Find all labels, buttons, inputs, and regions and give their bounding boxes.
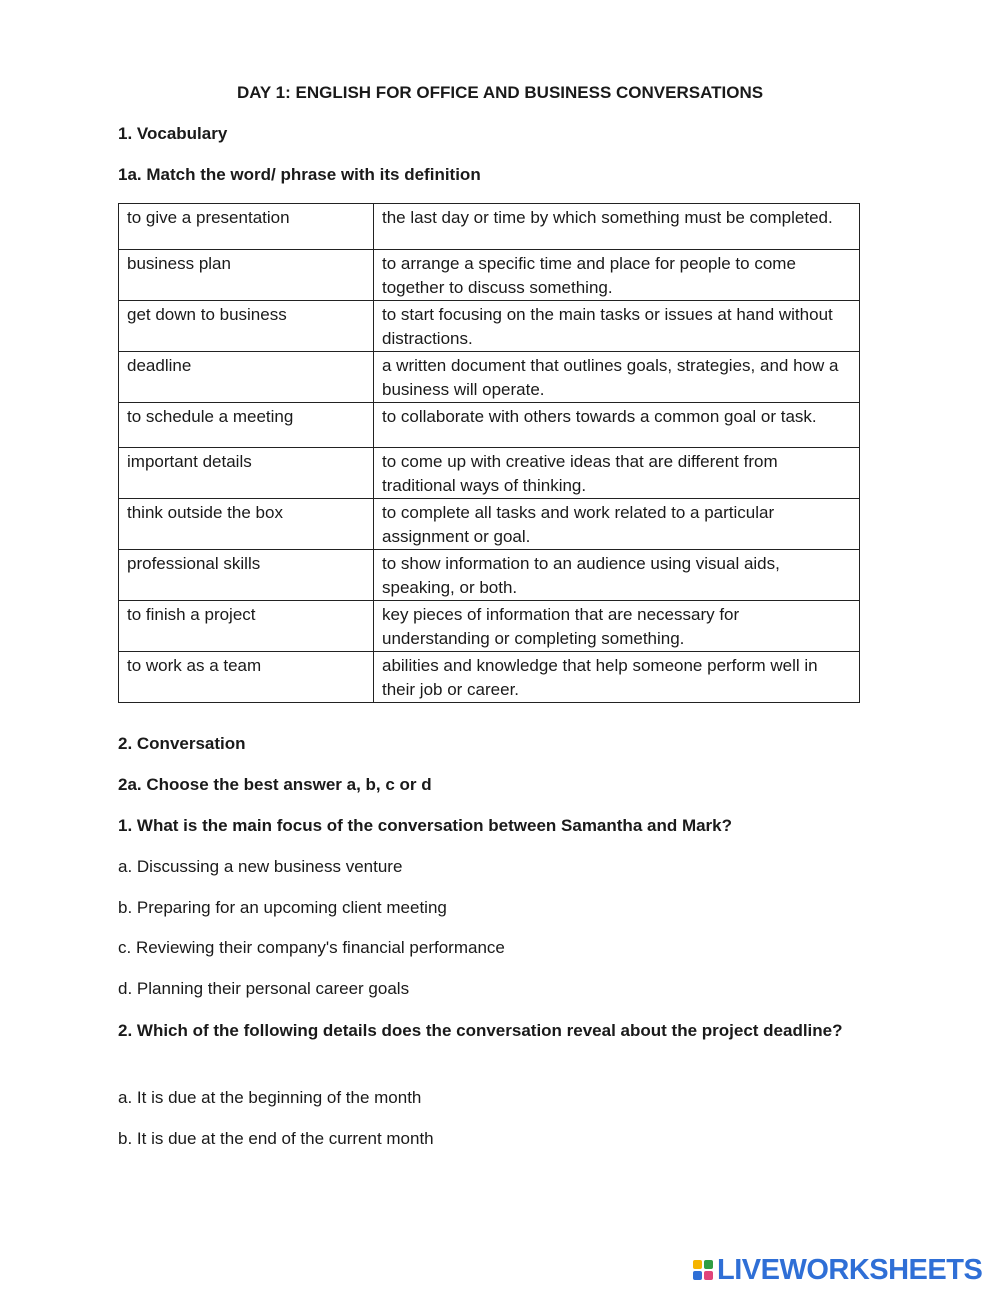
table-row — [119, 351, 860, 402]
q1-option-a[interactable]: a. Discussing a new business venture — [118, 857, 403, 876]
vocab-word[interactable]: to finish a project — [119, 601, 374, 652]
vocab-definition[interactable]: to come up with creative ideas that are different from traditional ways of thinking. — [374, 448, 860, 499]
vocabulary-table — [118, 203, 860, 703]
table-row — [119, 249, 860, 300]
vocab-definition[interactable]: the last day or time by which something must be completed. — [374, 204, 860, 250]
vocab-definition[interactable]: abilities and knowledge that help someone perform well in their job or career. — [374, 652, 860, 703]
vocab-definition[interactable]: a written document that outlines goals, strategies, and how a business will operate. — [374, 351, 860, 402]
question-1: 1. What is the main focus of the conversation between Samantha and Mark? — [118, 816, 733, 835]
q1-option-b[interactable]: b. Preparing for an upcoming client meeting — [118, 898, 447, 917]
table-row — [119, 601, 860, 652]
liveworksheets-logo[interactable] — [693, 1253, 982, 1287]
vocab-word[interactable]: deadline — [119, 351, 374, 402]
q2-option-a[interactable]: a. It is due at the beginning of the month — [118, 1088, 422, 1107]
q2-option-b[interactable]: b. It is due at the end of the current month — [118, 1129, 434, 1148]
vocab-word[interactable]: to give a presentation — [119, 204, 374, 250]
table-row — [119, 402, 860, 448]
table-row — [119, 499, 860, 550]
vocab-word[interactable]: important details — [119, 448, 374, 499]
vocab-definition[interactable]: to arrange a specific time and place for people to come together to discuss something. — [374, 249, 860, 300]
vocab-definition[interactable]: to complete all tasks and work related to a particular assignment or goal. — [374, 499, 860, 550]
q1-option-d[interactable]: d. Planning their personal career goals — [118, 979, 410, 998]
match-instruction: 1a. Match the word/ phrase with its definition — [118, 165, 481, 184]
table-row — [119, 550, 860, 601]
vocab-word[interactable]: to schedule a meeting — [119, 402, 374, 448]
vocab-word[interactable]: think outside the box — [119, 499, 374, 550]
vocab-definition[interactable]: to collaborate with others towards a common goal or task. — [374, 402, 860, 448]
choose-instruction: 2a. Choose the best answer a, b, c or d — [118, 775, 432, 794]
logo-text: LIVEWORKSHEETS — [717, 1253, 983, 1286]
vocab-definition[interactable]: key pieces of information that are necessary for understanding or completing something. — [374, 601, 860, 652]
conversation-heading: 2. Conversation — [118, 734, 246, 753]
table-row — [119, 300, 860, 351]
vocab-word[interactable]: get down to business — [119, 300, 374, 351]
vocab-word[interactable]: to work as a team — [119, 652, 374, 703]
page-title: DAY 1: ENGLISH FOR OFFICE AND BUSINESS CONVERSATIONS — [236, 83, 764, 102]
table-row — [119, 448, 860, 499]
vocabulary-heading: 1. Vocabulary — [118, 124, 228, 143]
table-row — [119, 204, 860, 250]
vocab-definition[interactable]: to start focusing on the main tasks or issues at hand without distractions. — [374, 300, 860, 351]
q1-option-c[interactable]: c. Reviewing their company's financial performance — [118, 938, 505, 957]
logo-grid-icon — [693, 1260, 713, 1280]
vocab-word[interactable]: business plan — [119, 249, 374, 300]
vocab-definition[interactable]: to show information to an audience using visual aids, speaking, or both. — [374, 550, 860, 601]
question-2: 2. Which of the following details does the conversation reveal about the project deadline? — [118, 1021, 843, 1040]
table-row — [119, 652, 860, 703]
vocab-word[interactable]: professional skills — [119, 550, 374, 601]
